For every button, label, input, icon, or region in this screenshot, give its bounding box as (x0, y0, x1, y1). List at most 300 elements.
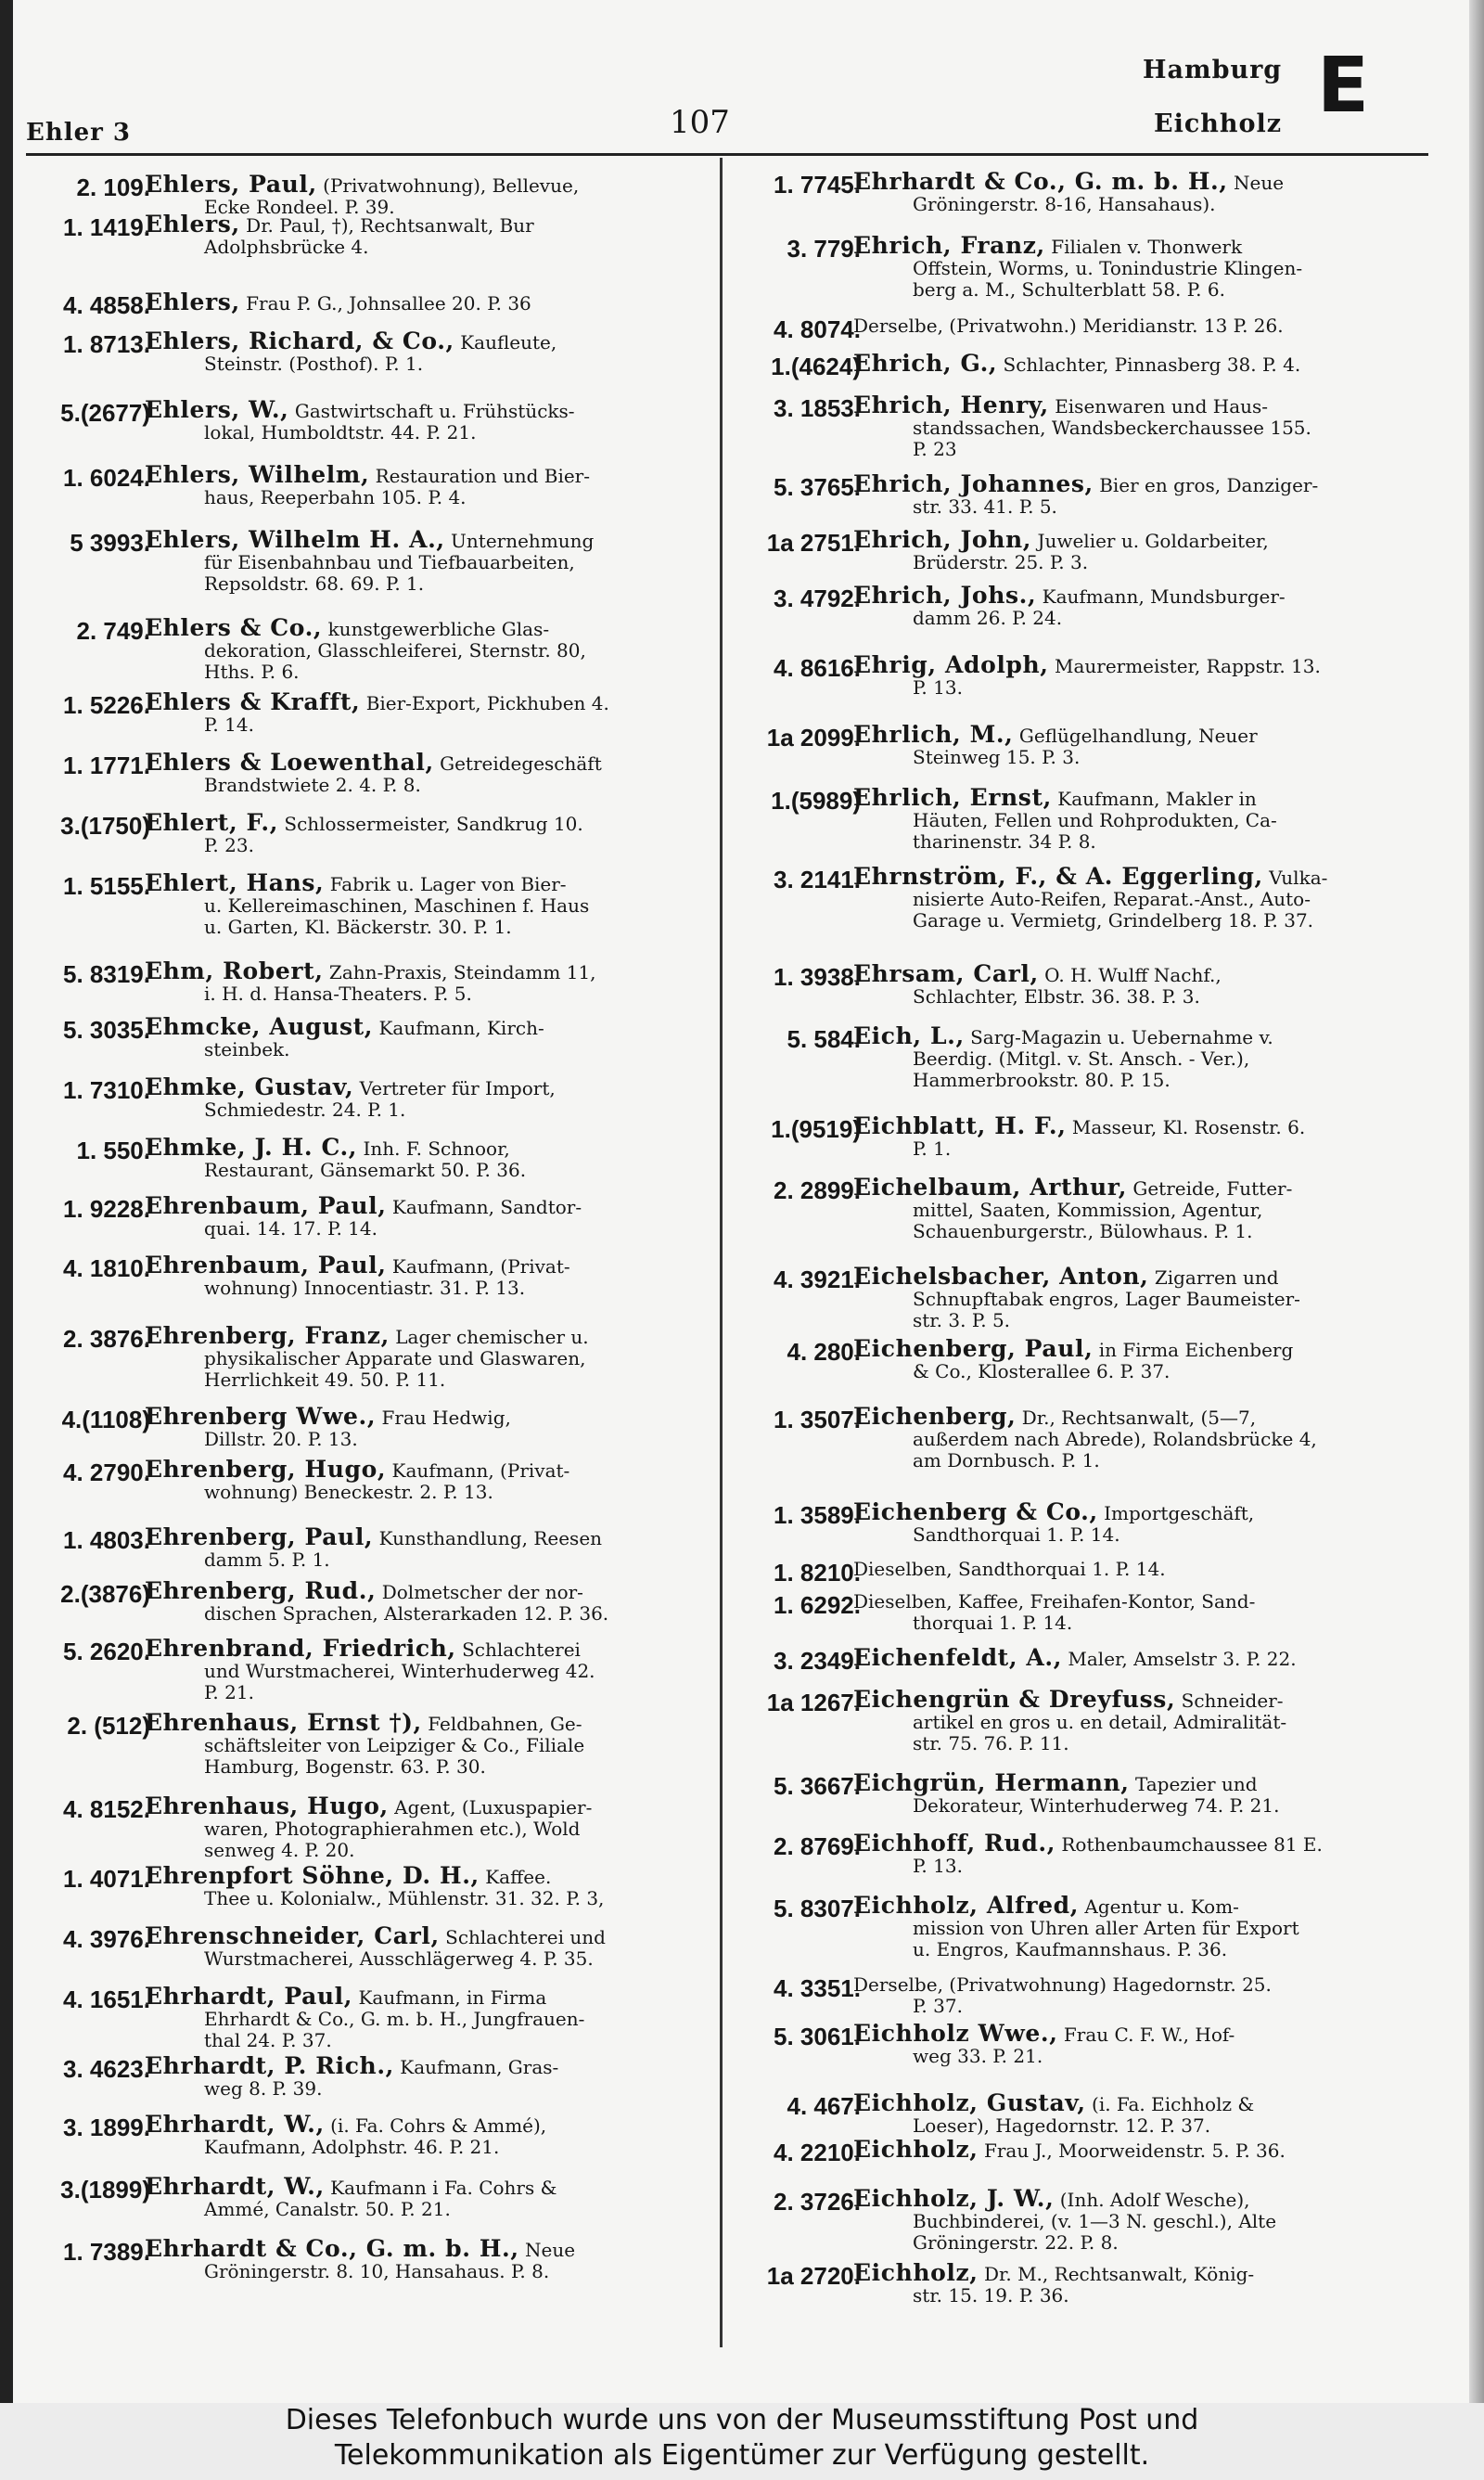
phone-number: 4. 4858. (63, 291, 150, 319)
entry-detail: Neue (1234, 172, 1285, 194)
entry-continuation: am Dornbusch. P. 1. (913, 1449, 1100, 1471)
entry-detail: Kaffee. (485, 1866, 552, 1888)
entry-continuation: str. 33. 41. P. 5. (913, 495, 1057, 518)
entry-first-line (853, 1644, 1297, 1671)
entry-continuation: P. 23. (204, 834, 254, 856)
entry-text (22, 614, 586, 683)
entry-detail: Vulka- (1269, 867, 1328, 889)
entry-first-line (853, 315, 1284, 337)
entry-first-line (853, 651, 1321, 678)
header-rule (26, 153, 1428, 156)
entry-continuation: standssachen, Wandsbeckerchaussee 155. (913, 417, 1311, 439)
entry-continuation: i. H. d. Hansa-Theaters. P. 5. (204, 983, 472, 1005)
entry-continuation: senweg 4. P. 20. (204, 1839, 355, 1861)
entry-first-line (853, 1591, 1255, 1613)
phone-number: 5.(2677) (60, 399, 150, 427)
subscriber-name: Ehlers & Co., (145, 614, 323, 641)
entry-text (22, 396, 575, 443)
entry-continuation: Steinweg 15. P. 3. (913, 746, 1081, 768)
entry-text (22, 461, 590, 508)
entry-first-line (853, 1022, 1273, 1049)
entry-continuation: Dekorateur, Winterhuderweg 74. P. 21. (913, 1794, 1280, 1817)
entry-detail: Frau C. F. W., Hof- (1063, 2024, 1235, 2046)
phone-number: 1a 1267. (766, 1689, 861, 1716)
phone-number: 1a 2720. (766, 2262, 861, 2290)
entry-text (22, 173, 579, 218)
entry-continuation: P. 13. (913, 676, 963, 699)
entry-first-line (853, 1176, 1292, 1200)
entry-detail: Kaufmann, Makler in (1057, 788, 1257, 810)
subscriber-name: Ehrich, John, (853, 526, 1032, 553)
entry-first-line (145, 1635, 595, 1662)
entry-continuation: wohnung) Innocentiastr. 31. P. 13. (204, 1277, 526, 1299)
phone-number: 3. 779. (787, 235, 861, 263)
entry-detail: Gastwirtschaft u. Frühstücks- (294, 400, 575, 422)
entry-text (22, 1073, 556, 1121)
subscriber-name: Ehrenberg, Paul, (145, 1523, 374, 1550)
entry-first-line (145, 1254, 570, 1278)
subscriber-name: Ehrenbaum, Paul, (145, 1192, 387, 1219)
entry-detail: (Inh. Adolf Wesche), (1059, 2189, 1250, 2211)
subscriber-name: Ehlers, W., (145, 396, 289, 423)
entry-detail: Derselbe, (Privatwohn.) Meridianstr. 13 P. 26. (853, 315, 1284, 337)
entry-text (722, 1832, 1323, 1877)
entry-text (722, 1974, 1272, 2017)
entry-continuation: u. Kellereimaschinen, Maschinen f. Haus (204, 894, 590, 917)
entry-text (22, 1013, 544, 1060)
subscriber-name: Ehrenhaus, Ernst †), (145, 1709, 422, 1736)
entry-text (22, 291, 531, 315)
phone-number: 5. 3035. (63, 1016, 150, 1044)
entry-first-line (853, 582, 1286, 609)
entry-text (22, 1709, 585, 1778)
entry-detail: Sarg-Magazin u. Uebernahme v. (970, 1026, 1273, 1048)
entry-detail: Kaufmann, Gras- (400, 2056, 559, 2078)
entry-first-line (853, 2136, 1286, 2163)
subscriber-name: Eichengrün & Dreyfuss, (853, 1686, 1176, 1713)
entry-first-line (145, 173, 579, 197)
entry-text (722, 232, 1303, 301)
entry-detail: Kaufmann, in Firma (358, 1986, 547, 2009)
entry-text (722, 1112, 1306, 1160)
entry-continuation: u. Garten, Kl. Bäckerstr. 30. P. 1. (204, 916, 512, 938)
subscriber-name: Ehrhardt & Co., G. m. b. H., (853, 168, 1228, 195)
entry-continuation: Gröningerstr. 8-16, Hansahaus). (913, 193, 1216, 215)
entry-continuation: Steinstr. (Posthof). P. 1. (204, 353, 424, 375)
entry-text (22, 688, 609, 736)
phone-number: 4.(1108) (61, 1406, 150, 1433)
entry-text (22, 809, 583, 856)
entry-continuation: Ecke Rondeel. P. 39. (204, 196, 395, 218)
entry-first-line (853, 1686, 1286, 1713)
entry-first-line (853, 1498, 1255, 1525)
entry-first-line (853, 784, 1277, 811)
entry-detail: Fabrik u. Lager von Bier- (329, 873, 567, 895)
entry-detail: Schlossermeister, Sandkrug 10. (284, 813, 583, 835)
phone-number: 5. 3667. (774, 1772, 861, 1800)
subscriber-name: Ehlers, (145, 211, 240, 238)
phone-number: 1a 2751. (766, 529, 861, 557)
entry-detail: Inh. F. Schnoor, (363, 1137, 510, 1160)
entry-text (722, 1176, 1292, 1242)
phone-number: 4. 3976. (63, 1925, 150, 1953)
phone-number: 3. 4792. (774, 585, 861, 612)
entry-continuation: dischen Sprachen, Alsterarkaden 12. P. 36. (204, 1602, 609, 1625)
phone-number: 3.(1899) (60, 2176, 150, 2204)
entry-continuation: mission von Uhren aller Arten für Export (913, 1917, 1299, 1939)
phone-number: 5. 584. (787, 1025, 861, 1053)
entry-detail: Zigarren und (1154, 1266, 1279, 1289)
entry-text (722, 1559, 1166, 1580)
footer-line-1: Dieses Telefonbuch wurde uns von der Museumsstiftung Post und (285, 2404, 1199, 2436)
subscriber-name: Ehrich, Henry, (853, 392, 1049, 418)
entry-text (22, 1254, 570, 1299)
entry-continuation: damm 26. P. 24. (913, 607, 1063, 629)
entry-text (722, 1335, 1294, 1382)
entry-text (22, 1577, 609, 1625)
entry-continuation: Hamburg, Bogenstr. 63. P. 30. (204, 1755, 486, 1778)
entry-detail: Schlachter, Pinnasberg 38. P. 4. (1003, 353, 1301, 376)
entry-first-line (145, 2052, 559, 2079)
phone-number: 4. 1651. (63, 1985, 150, 2013)
entry-detail: Feldbahnen, Ge- (428, 1713, 582, 1735)
entry-text (22, 1322, 589, 1391)
subscriber-name: Eichholz, J. W., (853, 2185, 1055, 2212)
entry-continuation: weg 8. P. 39. (204, 2077, 323, 2100)
entry-continuation: artikel en gros u. en detail, Admiralität- (913, 1711, 1287, 1733)
entry-first-line (145, 614, 586, 641)
entry-first-line (853, 2089, 1255, 2116)
phone-number: 1. 4803. (63, 1526, 150, 1554)
entry-detail: Bier en gros, Danziger- (1099, 474, 1319, 496)
subscriber-name: Eichenberg, (853, 1403, 1017, 1430)
phone-number: 1. 5155. (63, 872, 150, 900)
subscriber-name: Eichgrün, Hermann, (853, 1769, 1130, 1796)
subscriber-name: Eich, L., (853, 1022, 965, 1049)
entry-detail: Eisenwaren und Haus- (1055, 395, 1269, 418)
entry-continuation: Schnupftabak engros, Lager Baumeister- (913, 1288, 1300, 1310)
entry-continuation: nisierte Auto-Reifen, Reparat.-Anst., Auto- (913, 888, 1311, 910)
entry-detail: Kaufleute, (460, 331, 557, 353)
phone-number: 4. 280. (787, 1338, 861, 1366)
entry-continuation: P. 1. (913, 1137, 952, 1160)
entry-detail: Dr. M., Rechtsanwalt, König- (983, 2263, 1255, 2285)
entry-detail: Getreide, Futter- (1132, 1177, 1293, 1200)
entry-continuation: für Eisenbahnbau und Tiefbauarbeiten, (204, 551, 575, 573)
entry-first-line (145, 1523, 603, 1550)
entry-text (722, 1892, 1299, 1960)
entry-first-line (853, 1403, 1317, 1430)
entry-continuation: Schlachter, Elbstr. 36. 38. P. 3. (913, 985, 1200, 1008)
phone-number: 4. 8152. (63, 1795, 150, 1823)
phone-number: 2. 8769. (774, 1832, 861, 1860)
entry-detail: Dr., Rechtsanwalt, (5—7, (1021, 1407, 1257, 1429)
entry-first-line (145, 749, 602, 776)
entry-text (22, 1458, 569, 1503)
entry-continuation: Gröningerstr. 8. 10, Hansahaus. P. 8. (204, 2260, 550, 2282)
entry-first-line (853, 470, 1319, 497)
entry-first-line (853, 1892, 1299, 1919)
phone-number: 5. 8319. (63, 960, 150, 988)
entry-first-line (145, 461, 590, 488)
entry-text (22, 957, 596, 1005)
entry-continuation: lokal, Humboldtstr. 44. P. 21. (204, 421, 477, 443)
entry-continuation: tharinenstr. 34 P. 8. (913, 830, 1096, 853)
entry-first-line (853, 1112, 1306, 1139)
subscriber-name: Ehrenberg, Rud., (145, 1577, 377, 1604)
entry-continuation: thorquai 1. P. 14. (913, 1612, 1073, 1634)
entry-first-line (853, 1335, 1294, 1362)
entry-continuation: außerdem nach Abrede), Rolandsbrücke 4, (913, 1428, 1317, 1450)
entry-continuation: Dillstr. 20. P. 13. (204, 1428, 358, 1450)
entry-detail: Kaufmann i Fa. Cohrs & (330, 2177, 557, 2199)
entry-detail: (i. Fa. Cohrs & Ammé), (330, 2114, 547, 2137)
entry-detail: Juwelier u. Goldarbeiter, (1037, 530, 1269, 552)
entry-detail: Agent, (Luxuspapier- (394, 1796, 593, 1818)
entry-continuation: berg a. M., Schulterblatt 58. P. 6. (913, 278, 1225, 301)
entry-continuation: schäftsleiter von Leipziger & Co., Filiale (204, 1734, 585, 1756)
phone-number: 1. 3507. (774, 1406, 861, 1433)
entry-detail: Agentur u. Kom- (1084, 1895, 1239, 1918)
phone-number: 2. 3726. (774, 2188, 861, 2216)
subscriber-name: Ehrenberg Wwe., (145, 1403, 377, 1430)
entry-first-line (145, 1322, 589, 1349)
entry-detail: Lager chemischer u. (395, 1326, 589, 1348)
entry-text (22, 749, 602, 796)
entry-continuation: Herrlichkeit 49. 50. P. 11. (204, 1368, 446, 1391)
entry-continuation: Garage u. Vermietg, Grindelberg 18. P. 37. (913, 909, 1314, 932)
entry-detail: Kunsthandlung, Reesen (378, 1527, 603, 1549)
entry-continuation: Beerdig. (Mitgl. v. St. Ansch. - Ver.), (913, 1047, 1250, 1070)
entry-detail: Kaufmann, (Privat- (391, 1255, 570, 1278)
entry-continuation: haus, Reeperbahn 105. P. 4. (204, 486, 467, 508)
entry-first-line (145, 809, 583, 836)
phone-number: 4. 8616. (774, 654, 861, 682)
subscriber-name: Eichblatt, H. F., (853, 1112, 1067, 1139)
subscriber-name: Ehrenschneider, Carl, (145, 1922, 440, 1949)
subscriber-name: Ehrhardt, W., (145, 2111, 325, 2138)
subscriber-name: Ehrenberg, Franz, (145, 1322, 390, 1349)
entry-text (22, 2111, 547, 2158)
entry-first-line (145, 396, 575, 423)
entry-continuation: Ammé, Canalstr. 50. P. 21. (204, 2198, 451, 2220)
entry-continuation: thal 24. P. 37. (204, 2029, 332, 2051)
entry-continuation: u. Engros, Kaufmannshaus. P. 36. (913, 1938, 1228, 1960)
subscriber-name: Eichelsbacher, Anton, (853, 1263, 1149, 1290)
entry-continuation: Wurstmacherei, Ausschlägerweg 4. P. 35. (204, 1947, 594, 1970)
subscriber-name: Eichenberg & Co., (853, 1498, 1098, 1525)
entry-continuation: weg 33. P. 21. (913, 2045, 1043, 2067)
entry-continuation: mittel, Saaten, Kommission, Agentur, (913, 1199, 1263, 1221)
entry-continuation: P. 21. (204, 1681, 254, 1703)
entry-detail: Dolmetscher der nor- (381, 1581, 583, 1603)
entry-continuation: str. 15. 19. P. 36. (913, 2284, 1069, 2307)
subscriber-name: Ehrhardt & Co., G. m. b. H., (145, 2235, 519, 2262)
entry-first-line (853, 2020, 1235, 2047)
entry-detail: kunstgewerbliche Glas- (327, 618, 550, 640)
subscriber-name: Ehrenberg, Hugo, (145, 1456, 387, 1483)
subscriber-name: Ehrig, Adolph, (853, 651, 1049, 678)
phone-number: 5. 8307. (774, 1895, 861, 1922)
subscriber-name: Eichholz, Gustav, (853, 2089, 1086, 2116)
subscriber-name: Ehm, Robert, (145, 957, 324, 984)
phone-number: 4. 1810. (63, 1254, 150, 1282)
entry-first-line (853, 168, 1285, 195)
footer-line-2: Telekommunikation als Eigentümer zur Verfügung gestellt. (334, 2439, 1150, 2472)
entry-text (722, 2136, 1286, 2163)
phone-number: 3. 1899. (63, 2114, 150, 2141)
subscriber-name: Ehlers, (145, 289, 240, 315)
phone-number: 2. 2899. (774, 1176, 861, 1204)
entry-continuation: Häuten, Fellen und Rohprodukten, Ca- (913, 809, 1277, 831)
entry-text (722, 2020, 1235, 2067)
phone-number: 4. 3351. (774, 1974, 861, 2002)
subscriber-name: Ehrsam, Carl, (853, 960, 1039, 987)
entry-text (722, 168, 1285, 215)
entry-detail: in Firma Eichenberg (1098, 1339, 1294, 1361)
entry-continuation: Loeser), Hagedornstr. 12. P. 37. (913, 2114, 1211, 2137)
entry-first-line (145, 1134, 526, 1161)
entry-detail: Kaufmann, Kirch- (378, 1017, 544, 1039)
phone-number: 1. 6292. (774, 1591, 861, 1619)
phone-number: 1. 1419. (63, 213, 150, 241)
entry-text (22, 1635, 595, 1703)
entry-text (22, 330, 556, 375)
phone-number: 2. 3876. (63, 1325, 150, 1353)
entry-text (722, 2259, 1255, 2307)
entry-text (722, 582, 1286, 629)
subscriber-name: Ehmcke, August, (145, 1013, 374, 1040)
entry-first-line (145, 1403, 511, 1430)
page-number: 107 (670, 104, 730, 141)
entry-first-line (145, 1192, 582, 1219)
phone-number: 1. 7310. (63, 1076, 150, 1104)
entry-first-line (853, 232, 1302, 259)
phone-number: 1. 7389. (63, 2238, 150, 2266)
entry-text (722, 651, 1321, 699)
phone-number: 1a 2099. (766, 724, 861, 752)
phone-number: 2. 749. (76, 617, 150, 645)
entry-detail: Dr. Paul, †), Rechtsanwalt, Bur (246, 214, 534, 237)
subscriber-name: Ehlers & Loewenthal, (145, 749, 434, 776)
subscriber-name: Ehrenhaus, Hugo, (145, 1793, 389, 1819)
subscriber-name: Ehrich, G., (853, 350, 998, 377)
entry-continuation: waren, Photographierahmen etc.), Wold (204, 1818, 581, 1840)
entry-text (22, 869, 590, 938)
entry-text (722, 1403, 1317, 1471)
entry-first-line (145, 1013, 544, 1040)
subscriber-name: Ehrhardt, Paul, (145, 1983, 353, 2010)
subscriber-name: Eichholz, (853, 2136, 979, 2163)
entry-first-line (853, 1559, 1166, 1580)
phone-number: 2. 109. (76, 173, 150, 201)
phone-number: 5. 3765. (774, 473, 861, 501)
running-head-city: Hamburg (1143, 56, 1283, 84)
entry-detail: Kaufmann, Sandtor- (391, 1196, 582, 1218)
entry-first-line (145, 526, 595, 553)
entry-continuation: Brüderstr. 25. P. 3. (913, 551, 1089, 573)
running-head-range: Eichholz (1154, 109, 1283, 138)
subscriber-name: Ehrhardt, P. Rich., (145, 2052, 394, 2079)
entry-text (722, 721, 1258, 768)
entry-detail: Getreidegeschäft (440, 752, 602, 775)
entry-first-line (145, 330, 556, 353)
entry-first-line (145, 1709, 584, 1736)
subscriber-name: Ehrlich, Ernst, (853, 784, 1052, 811)
phone-number: 4. 467. (787, 2092, 861, 2120)
phone-number: 5. 2620. (63, 1638, 150, 1665)
subscriber-name: Ehlers, Wilhelm, (145, 461, 370, 488)
entry-text (722, 1263, 1300, 1331)
entry-text (722, 1644, 1297, 1671)
entry-continuation: steinbek. (204, 1038, 290, 1060)
entry-text (22, 1862, 605, 1909)
entry-first-line (145, 291, 531, 315)
subscriber-name: Ehrenpfort Söhne, D. H., (145, 1862, 480, 1889)
entry-continuation: Restaurant, Gänsemarkt 50. P. 36. (204, 1159, 527, 1181)
subscriber-name: Ehlers, Richard, & Co., (145, 328, 454, 354)
phone-number: 1. 7745. (774, 171, 861, 199)
phone-number: 1. 4071. (63, 1865, 150, 1893)
subscriber-name: Eichholz, Alfred, (853, 1892, 1080, 1919)
running-head-left: Ehler 3 (26, 119, 131, 147)
entry-text (722, 1498, 1255, 1546)
section-letter: E (1317, 42, 1370, 130)
phone-number: 2. (512) (67, 1712, 150, 1740)
phone-number: 3. 2141. (774, 866, 861, 893)
entry-text (22, 1134, 527, 1181)
entry-text (722, 350, 1301, 377)
phone-number: 2.(3876) (60, 1580, 150, 1608)
entry-first-line (145, 213, 534, 237)
phone-number: 5 3993. (70, 529, 150, 557)
subscriber-name: Ehrenbrand, Friedrich, (145, 1635, 456, 1662)
subscriber-name: Eichenberg, Paul, (853, 1335, 1094, 1362)
entry-detail: Kaufmann, Mundsburger- (1042, 585, 1286, 608)
entry-detail: Schlachterei (462, 1638, 581, 1661)
page-edge-left (0, 0, 13, 2403)
entry-text (22, 1192, 582, 1240)
subscriber-name: Ehlers & Krafft, (145, 688, 361, 715)
entry-detail: Schneider- (1181, 1690, 1284, 1712)
entry-continuation: Ehrhardt & Co., G. m. b. H., Jungfrauen- (204, 2008, 585, 2030)
entry-continuation: Sandthorquai 1. P. 14. (913, 1523, 1120, 1546)
entry-continuation: Kaufmann, Adolphstr. 46. P. 21. (204, 2136, 500, 2158)
entry-detail: Masseur, Kl. Rosenstr. 6. (1071, 1116, 1306, 1138)
entry-text (22, 2173, 557, 2220)
entry-text (722, 394, 1311, 460)
entry-detail: Schlachterei und (445, 1926, 606, 1948)
entry-text (22, 213, 534, 258)
entry-detail: Bier-Export, Pickhuben 4. (365, 692, 609, 714)
entry-text (22, 2235, 576, 2282)
entry-first-line (853, 1974, 1272, 1996)
phone-number: 1. 8713. (63, 330, 150, 358)
entry-text (722, 2185, 1277, 2254)
subscriber-name: Ehrhardt, W., (145, 2173, 325, 2200)
entry-text (22, 1795, 592, 1861)
entry-first-line (853, 960, 1222, 987)
subscriber-name: Ehlers, Wilhelm H. A., (145, 526, 445, 553)
subscriber-name: Eichhoff, Rud., (853, 1830, 1056, 1857)
entry-continuation: quai. 14. 17. P. 14. (204, 1217, 377, 1240)
entry-continuation: Schmiedestr. 24. P. 1. (204, 1099, 406, 1121)
phone-number: 1. 550. (76, 1137, 150, 1164)
entry-first-line (145, 869, 589, 896)
entry-detail: Frau J., Moorweidenstr. 5. P. 36. (983, 2139, 1286, 2162)
entry-continuation: damm 5. P. 1. (204, 1548, 330, 1571)
entry-text (722, 1591, 1255, 1634)
